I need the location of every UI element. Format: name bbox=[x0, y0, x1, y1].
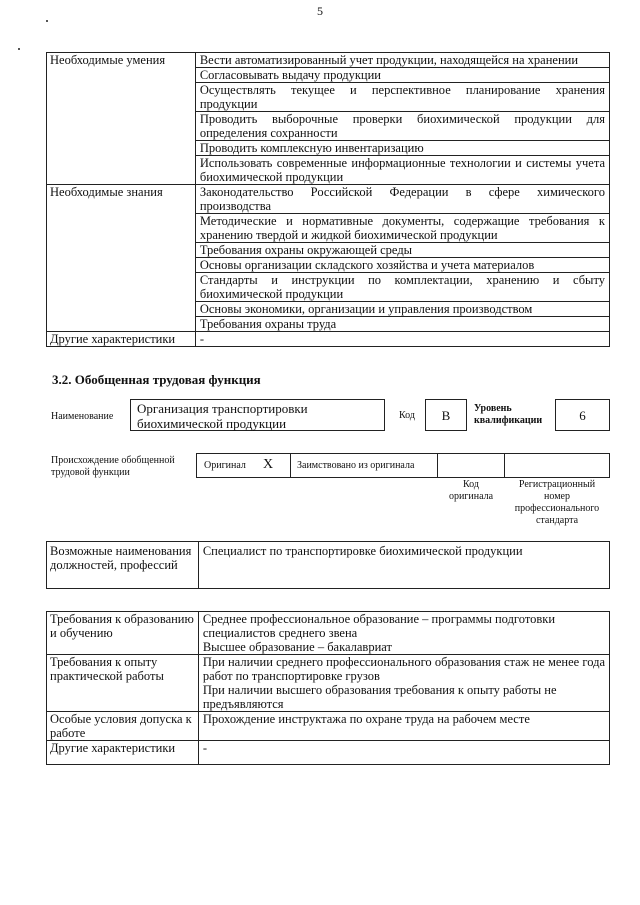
list-item: Вести автоматизированный учет продукции, находящейся на хранении bbox=[195, 53, 609, 68]
list-item: Высшее образование – бакалавриат bbox=[202, 640, 392, 654]
list-item: Основы организации складского хозяйства и учета материалов bbox=[195, 258, 609, 273]
code-label: Код bbox=[399, 410, 415, 421]
skills-knowledge-table bbox=[46, 52, 610, 347]
code-value-box bbox=[425, 399, 467, 431]
requirements-table bbox=[46, 611, 610, 765]
skills-label: Необходимые умения bbox=[47, 53, 196, 185]
list-item: Осуществлять текущее и перспективное планирование хранения продукции bbox=[195, 83, 609, 112]
scan-speck bbox=[18, 48, 20, 50]
other-value: - bbox=[195, 332, 609, 347]
list-item: Методические и нормативные документы, содержащие требования к хранению твердой и жидкой биохимической продукции bbox=[195, 214, 609, 243]
list-item: Согласовывать выдачу продукции bbox=[195, 68, 609, 83]
positions-table bbox=[46, 541, 610, 589]
name-value: Организация транспортировки биохимической продукции bbox=[137, 401, 308, 431]
list-item: Проводить выборочные проверки биохимической продукции для определения сохранности bbox=[195, 112, 609, 141]
origin-code-box bbox=[437, 453, 505, 478]
education-value bbox=[198, 612, 609, 655]
table-row bbox=[47, 185, 610, 214]
table-row bbox=[47, 542, 610, 589]
list-item: Требования охраны труда bbox=[195, 317, 609, 332]
list-item: Требования охраны окружающей среды bbox=[195, 243, 609, 258]
table-row bbox=[47, 612, 610, 655]
list-item: При наличии среднего профессионального образования стаж не менее года работ по транспортировке грузов bbox=[202, 655, 605, 683]
admission-value: Прохождение инструктажа по охране труда на рабочем месте bbox=[198, 712, 609, 741]
name-value-box bbox=[130, 399, 385, 431]
section-heading: 3.2. Обобщенная трудовая функция bbox=[52, 372, 261, 387]
reg-caption: Регистрационный номер профессионального стандарта bbox=[514, 479, 600, 526]
borrowed-label: Заимствовано из оригинала bbox=[297, 460, 415, 471]
list-item: При наличии высшего образования требования к опыту работы не предъявляются bbox=[202, 683, 557, 711]
list-item: Основы экономики, организации и управления производством bbox=[195, 302, 609, 317]
level-value-box bbox=[555, 399, 610, 431]
list-item: Законодательство Российской Федерации в сфере химического производства bbox=[195, 185, 609, 214]
table-row bbox=[47, 655, 610, 712]
original-label: Оригинал bbox=[204, 460, 246, 471]
other-label: Другие характеристики bbox=[47, 332, 196, 347]
table-row bbox=[47, 712, 610, 741]
table-row bbox=[47, 741, 610, 765]
table-row bbox=[47, 332, 610, 347]
code-value: B bbox=[441, 408, 451, 423]
name-label: Наименование bbox=[51, 411, 114, 422]
list-item: Среднее профессиональное образование – программы подготовки специалистов среднего звена bbox=[202, 612, 556, 640]
admission-label: Особые условия допуска к работе bbox=[47, 712, 199, 741]
level-label: Уровень квалификации bbox=[474, 403, 543, 426]
other-label: Другие характеристики bbox=[47, 741, 199, 765]
other-value: - bbox=[198, 741, 609, 765]
positions-value: Специалист по транспортировке биохимической продукции bbox=[198, 542, 609, 589]
scan-speck bbox=[46, 20, 48, 22]
origin-reg-box bbox=[504, 453, 610, 478]
positions-label: Возможные наименования должностей, профессий bbox=[47, 542, 199, 589]
experience-value bbox=[198, 655, 609, 712]
table-row bbox=[47, 53, 610, 68]
origin-borrowed-box bbox=[290, 453, 438, 478]
origin-label: Происхождение обобщенной трудовой функции bbox=[51, 455, 175, 478]
experience-label: Требования к опыту практической работы bbox=[47, 655, 199, 712]
code-caption: Код оригинала bbox=[448, 479, 494, 502]
original-mark: X bbox=[263, 457, 274, 472]
page-number: 5 bbox=[317, 4, 323, 18]
origin-original-box bbox=[196, 453, 291, 478]
list-item: Использовать современные информационные технологии и системы учета биохимической продукции bbox=[195, 156, 609, 185]
list-item: Стандарты и инструкции по комплектации, хранению и сбыту биохимической продукции bbox=[195, 273, 609, 302]
education-label: Требования к образованию и обучению bbox=[47, 612, 199, 655]
level-value: 6 bbox=[579, 408, 586, 423]
knowledge-label: Необходимые знания bbox=[47, 185, 196, 332]
list-item: Проводить комплексную инвентаризацию bbox=[195, 141, 609, 156]
